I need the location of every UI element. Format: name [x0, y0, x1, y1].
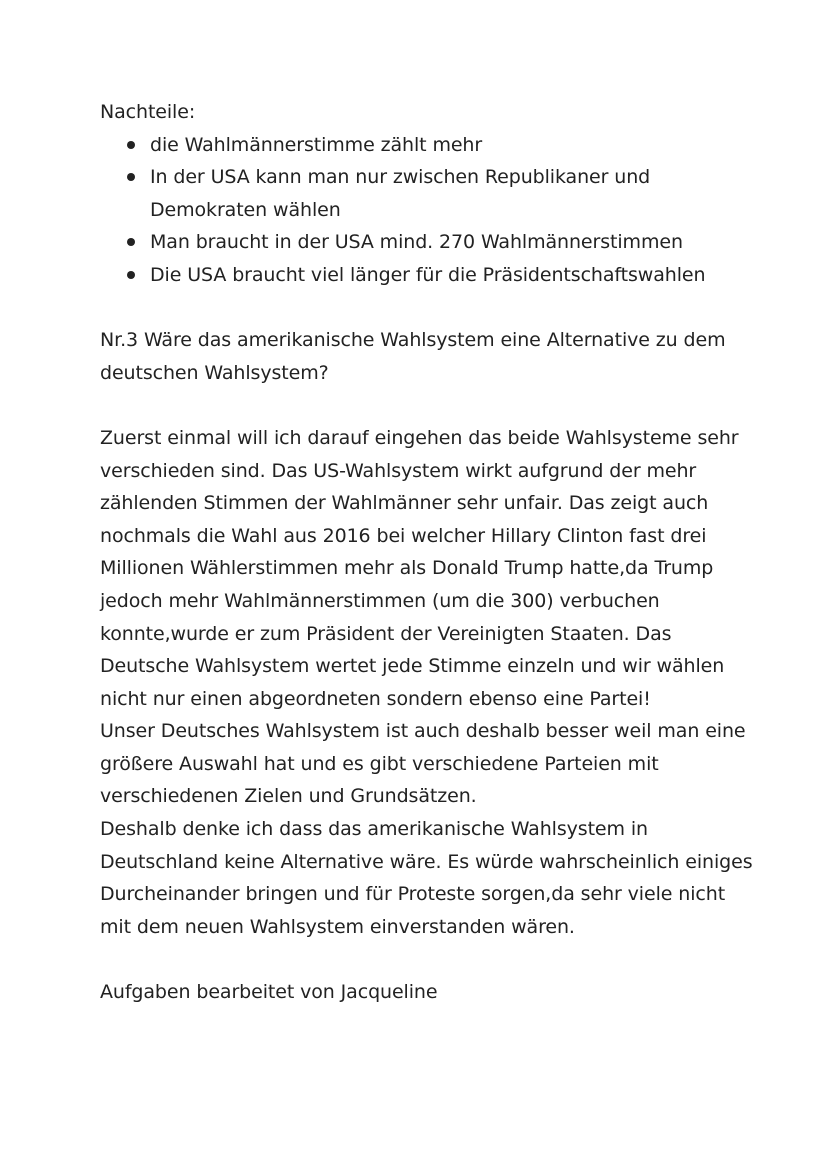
list-item: [125, 226, 760, 259]
list-item: [125, 129, 760, 162]
answer-paragraph: Deshalb denke ich dass das amerikanische Wahlsystem in Deutschland keine Alternative wäre. Es würde wahrscheinlich einiges Durcheinander bringen und für Proteste sorgen,da sehr viele nicht mit dem neuen Wahlsystem einverstanden wären.: [100, 818, 753, 938]
bullet-icon: [127, 173, 135, 181]
spacer: [100, 389, 760, 422]
signature-text: Aufgaben bearbeitet von Jacqueline: [100, 981, 438, 1004]
list-item-text: Man braucht in der USA mind. 270 Wahlmännerstimmen: [150, 231, 683, 254]
answer-paragraph: Zuerst einmal will ich darauf eingehen das beide Wahlsysteme sehr verschieden sind. Das US-Wahlsystem wirkt aufgrund der mehr zählenden Stimmen der Wahlmänner sehr unfair. Das zeigt auch nochmals die Wahl aus 2016 bei welcher Hillary Clinton fast drei Millionen Wählerstimmen mehr als Donald Trump hatte,da Trump jedoch mehr Wahlmännerstimmen (um die 300) verbuchen konnte,wurde er zum Präsident der Vereinigten Staaten. Das Deutsche Wahlsystem wertet jede Stimme einzeln und wir wählen nicht nur einen abgeordneten sondern ebenso eine Partei!: [100, 426, 739, 710]
bullet-icon: [127, 271, 135, 279]
spacer: [100, 943, 760, 976]
bullet-icon: [127, 141, 135, 149]
answer-paragraph: Unser Deutsches Wahlsystem ist auch deshalb besser weil man eine größere Auswahl hat und es gibt verschiedene Parteien mit verschiedenen Zielen und Grundsätzen.: [100, 720, 746, 808]
list-item: [125, 161, 760, 226]
disadvantages-section: [100, 96, 760, 292]
question-text: Nr.3 Wäre das amerikanische Wahlsystem eine Alternative zu dem deutschen Wahlsystem?: [100, 329, 726, 384]
spacer: [100, 292, 760, 325]
list-item-text: Die USA braucht viel länger für die Präsidentschaftswahlen: [150, 263, 706, 286]
disadvantages-list: [100, 129, 760, 292]
list-item-text: In der USA kann man nur zwischen Republikaner und Demokraten wählen: [150, 166, 651, 221]
bullet-icon: [127, 238, 135, 246]
list-item-text: die Wahlmännerstimme zählt mehr: [150, 133, 483, 156]
answer-section: [100, 422, 760, 944]
document-page: [100, 96, 760, 1009]
disadvantages-heading: Nachteile:: [100, 101, 196, 123]
list-item: [125, 259, 760, 292]
